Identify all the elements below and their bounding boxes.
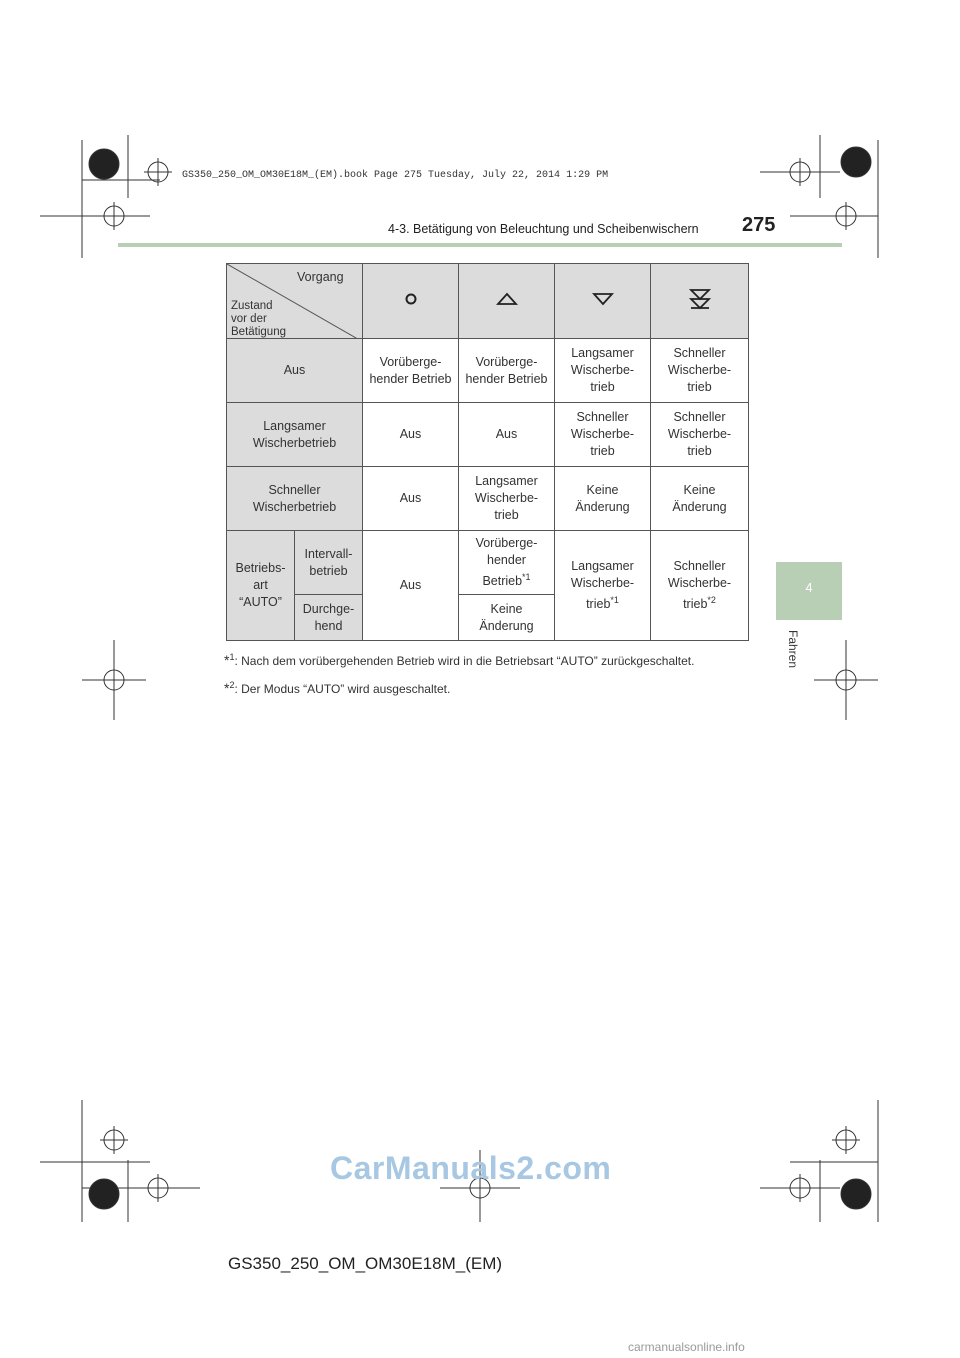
table-cell: Keine Änderung bbox=[459, 595, 555, 641]
row-label-aus: Aus bbox=[227, 339, 363, 403]
table-cell: Aus bbox=[363, 467, 459, 531]
row-label-langsam: Langsamer Wischerbetrieb bbox=[227, 403, 363, 467]
table-header-row bbox=[227, 264, 749, 339]
row-sublabel-durchgehend: Durchge- hend bbox=[295, 595, 363, 641]
table-cell: Vorüberge- hender Betrieb bbox=[363, 339, 459, 403]
table-cell: Schneller Wischerbe- trieb bbox=[651, 403, 749, 467]
row-label-auto: Betriebs- art “AUTO” bbox=[227, 531, 295, 641]
table-cell: Aus bbox=[363, 403, 459, 467]
chapter-tab-number: 4 bbox=[805, 580, 813, 595]
watermark-logo: CarManuals2.com bbox=[330, 1150, 612, 1186]
table-cell: Vorüberge- hender Betrieb bbox=[459, 339, 555, 403]
table-cell: Langsamer Wischerbe- trieb bbox=[555, 339, 651, 403]
table-cell: Keine Änderung bbox=[555, 467, 651, 531]
wiper-operation-table bbox=[226, 263, 749, 641]
table-cell: Keine Änderung bbox=[651, 467, 749, 531]
column-head-triangle-down bbox=[555, 264, 651, 339]
table-row bbox=[227, 467, 749, 531]
footnote-2: *$^2$: Der Modus “AUTO” wird ausgeschaltet. bbox=[224, 680, 451, 696]
column-head-triangle-up bbox=[459, 264, 555, 339]
print-line: GS350_250_OM_OM30E18M_(EM).book Page 275 Tuesday, July 22, 2014 1:29 PM bbox=[182, 170, 609, 181]
table-cell: Langsamer Wischerbe- trieb bbox=[459, 467, 555, 531]
table-cell: Schneller Wischerbe- trieb bbox=[555, 403, 651, 467]
table-cell: Aus bbox=[363, 531, 459, 641]
row-label-schnell: Schneller Wischerbetrieb bbox=[227, 467, 363, 531]
table-row bbox=[227, 531, 749, 595]
table-cell: Aus bbox=[459, 403, 555, 467]
column-head-double-triangle-down bbox=[651, 264, 749, 339]
chapter-tab-label: Fahren bbox=[786, 630, 800, 669]
double-triangle-down-icon bbox=[689, 288, 711, 310]
watermark-footer: carmanualsonline.info bbox=[628, 1340, 745, 1354]
table-cell: Vorüberge- hender Betrieb$^{*1}$ bbox=[459, 531, 555, 595]
triangle-up-icon bbox=[496, 292, 518, 306]
corner-label-zustand: Zustand vor der Betätigung bbox=[231, 300, 286, 338]
column-head-circle bbox=[363, 264, 459, 339]
header-rule bbox=[118, 243, 842, 247]
footnote-1: *$^1$: Nach dem vorübergehenden Betrieb wird in die Betriebsart “AUTO” zurückgeschaltet. bbox=[224, 652, 695, 668]
section-title: 4-3. Betätigung von Beleuchtung und Scheibenwischern bbox=[388, 222, 699, 236]
corner-label-vorgang: Vorgang bbox=[297, 270, 344, 284]
row-sublabel-intervall: Intervall- betrieb bbox=[295, 531, 363, 595]
table-row bbox=[227, 403, 749, 467]
circle-icon bbox=[404, 292, 418, 306]
triangle-down-icon bbox=[592, 292, 614, 306]
table-cell: Schneller Wischerbe- trieb$^{*2}$ bbox=[651, 531, 749, 641]
table-corner-cell bbox=[227, 264, 363, 339]
table-cell: Schneller Wischerbe- trieb bbox=[651, 339, 749, 403]
table-row bbox=[227, 339, 749, 403]
table-cell: Langsamer Wischerbe- trieb$^{*1}$ bbox=[555, 531, 651, 641]
footer-code: GS350_250_OM_OM30E18M_(EM) bbox=[228, 1254, 503, 1273]
page-number: 275 bbox=[742, 214, 776, 236]
